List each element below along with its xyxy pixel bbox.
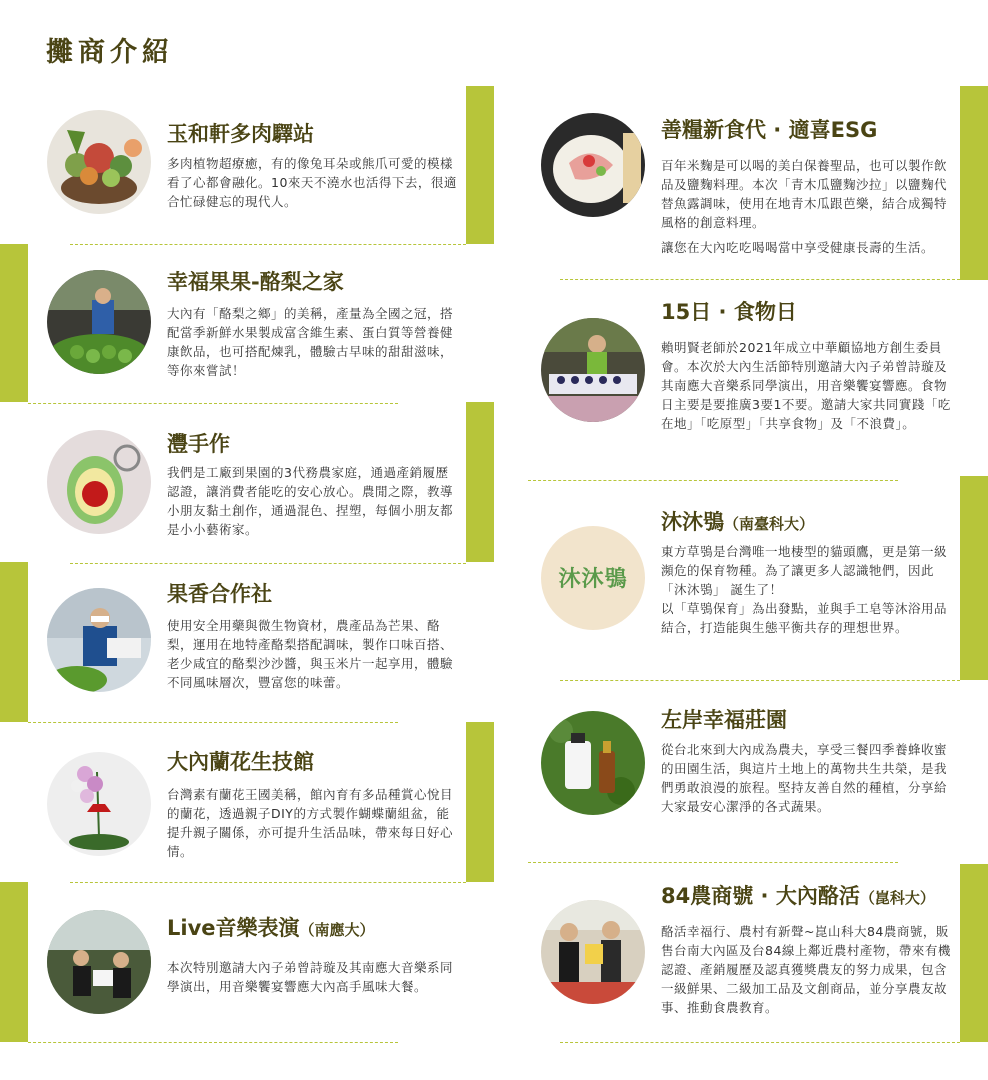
vendor-name: 84農商號 · 大內酪活（崑科大） <box>661 884 935 908</box>
vendor-description: 台灣素有蘭花王國美稱，館內育有多品種賞心悅目的蘭花，透過親子DIY的方式製作蝴蝶蘭組盆，能提升親子關係，亦可提升生活品味，帶來每日好心情。 <box>167 787 454 859</box>
divider <box>528 480 898 481</box>
accent-bar <box>0 882 28 1042</box>
vendor-description: 使用安全用藥與微生物資材，農產品為芒果、酪梨，運用在地特產酪梨搭配調味，製作口味百搭、老少咸宜的酪梨沙沙醬，與玉米片一起享用，體驗不同風味層次，豐富您的味蕾。 <box>167 618 454 690</box>
farmer-produce-icon <box>47 588 151 692</box>
accent-bar <box>960 476 988 680</box>
divider <box>70 563 466 564</box>
vendor-name: 灃手作 <box>167 432 230 456</box>
accent-bar <box>960 86 988 280</box>
orchid-icon <box>47 752 151 856</box>
vendor-description: 東方草鴞是台灣唯一地棲型的貓頭鷹，更是第一級瀕危的保育物種。為了讓更多人認識牠們，因此 「沐沐鴞」 誕生了！ 以「草鴞保育」為出發點，並與手工皂等沐浴用品結合，打造能與生態平衡共存的理想世界。 <box>661 544 948 635</box>
vendor-name: 善糧新食代 · 適喜ESG <box>661 118 878 142</box>
accent-bar <box>466 86 494 244</box>
vendor-description: 百年米麴是可以喝的美白保養聖品，也可以製作飲品及鹽麴料理。本次「青木瓜鹽麴沙拉」以鹽麴代替魚露調味，使用在地青木瓜跟芭樂，結合成獨特風格的創意料理。 讓您在大內吃吃喝喝當中享受健康長壽的生活。 <box>661 158 948 255</box>
vendor-name: 幸福果果-酪梨之家 <box>167 270 344 294</box>
vendor-description: 賴明賢老師於2021年成立中華顧協地方創生委員會。本次於大內生活節特別邀請大內子弟曾詩璇及其南應大音樂系同學演出，用音樂饗宴響應。食物日主要是要推廣3要1不要。邀請大家共同實踐「吃在地」「吃原型」「共享食物」及「不浪費」。 <box>661 340 951 431</box>
accent-bar <box>0 244 28 402</box>
divider <box>560 680 960 681</box>
divider <box>28 722 398 723</box>
succulent-pot-icon <box>47 110 151 214</box>
salad-dish-icon <box>541 113 645 217</box>
vendor-description: 酪活幸福行、農村有新聲~崑山科大84農商號，販售台南大內區及台84線上鄰近農村產物，帶來有機認證、產銷履歷及認真獲獎農友的努力成果，包含一級鮮果、二級加工品及文創商品，並分享農友故事、推動食農教育。 <box>661 924 951 1015</box>
vendor-description: 我們是工廠到果園的3代務農家庭，通過產銷履歷認證，讓消費者能吃的安心放心。農閒之際，教導小朋友黏土創作，通過混色、捏塑，每個小朋友都是小小藝術家。 <box>167 465 454 537</box>
vendor-name: 15日 · 食物日 <box>661 300 797 324</box>
divider <box>28 403 398 404</box>
page-title: 攤商介紹 <box>46 37 174 68</box>
divider <box>560 1042 960 1043</box>
students-booth-icon <box>541 900 645 1004</box>
vendor-name: 果香合作社 <box>167 582 272 606</box>
avocado-keychain-icon <box>47 430 151 534</box>
divider <box>560 279 960 280</box>
accent-bar <box>0 562 28 722</box>
accent-bar <box>960 864 988 1042</box>
vendor-description: 從台北來到大內成為農夫，享受三餐四季養蜂收蜜的田園生活，與這片土地上的萬物共生共榮，是我們勇敢浪漫的旅程。堅持友善自然的種植，分享給大家最安心潔淨的各式蔬果。 <box>661 742 948 814</box>
music-performance-icon <box>47 910 151 1014</box>
divider <box>28 1042 398 1043</box>
vendor-description: 大內有「酪梨之鄉」的美稱，產量為全國之冠，搭配當季新鮮水果製成富含維生素、蛋白質等營養健康飲品，也可搭配煉乳，體驗古早味的甜甜滋味，等你來嘗試！ <box>167 306 454 378</box>
honey-bottle-icon <box>541 711 645 815</box>
vendor-name: Live音樂表演（南應大） <box>167 916 375 940</box>
accent-bar <box>466 402 494 562</box>
divider <box>70 244 466 245</box>
mumu-owl-logo: 沐沐鴞 <box>541 526 645 630</box>
divider <box>528 862 898 863</box>
avocado-stall-icon <box>47 270 151 374</box>
vendor-name: 沐沐鴞（南臺科大） <box>661 510 815 534</box>
vendor-description: 本次特別邀請大內子弟曾詩璇及其南應大音樂系同學演出，用音樂饗宴響應大內高手風味大餐。 <box>167 960 454 994</box>
vendor-name: 大內蘭花生技館 <box>167 750 314 774</box>
vendor-name: 玉和軒多肉驛站 <box>167 122 314 146</box>
food-day-booth-icon <box>541 318 645 422</box>
divider <box>70 882 466 883</box>
vendor-description: 多肉植物超療癒，有的像兔耳朵或熊爪可愛的模樣看了心都會融化。10來天不澆水也活得下去，很適合忙碌健忘的現代人。 <box>167 156 457 209</box>
vendor-name: 左岸幸福莊園 <box>661 708 787 732</box>
accent-bar <box>466 722 494 882</box>
